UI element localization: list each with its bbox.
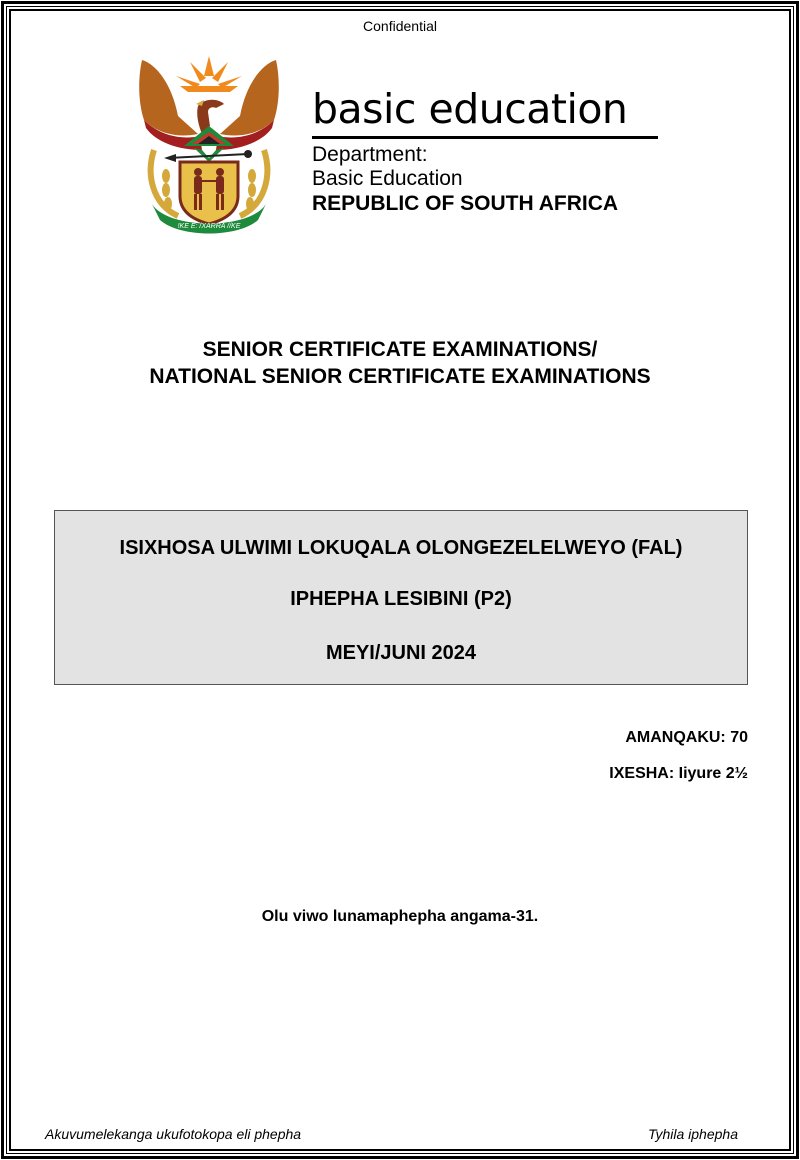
paper-number: IPHEPHA LESIBINI (P2) <box>290 588 512 610</box>
exam-heading-line-2: NATIONAL SENIOR CERTIFICATE EXAMINATIONS <box>149 365 651 388</box>
exam-duration: IXESHA: Iiyure 2½ <box>609 765 748 782</box>
department-label: Department: <box>312 143 428 166</box>
country-name: REPUBLIC OF SOUTH AFRICA <box>312 192 619 215</box>
subject-box <box>54 510 748 685</box>
brand-title: basic education <box>312 85 628 133</box>
exam-heading-line-1: SENIOR CERTIFICATE EXAMINATIONS/ <box>202 338 598 361</box>
total-marks: AMANQAKU: 70 <box>625 729 748 746</box>
department-branding <box>312 86 662 216</box>
exam-heading <box>0 336 800 390</box>
coat-of-arms-icon <box>138 54 280 234</box>
confidential-label: Confidential <box>363 18 437 34</box>
page-count-note: Olu viwo lunamaphepha angama-31. <box>261 908 539 925</box>
turn-page-note: Tyhila iphepha <box>647 1126 738 1142</box>
department-name: Basic Education <box>312 167 463 190</box>
subject-title: ISIXHOSA ULWIMI LOKUQALA OLONGEZELELWEYO (FAL) <box>119 537 683 559</box>
copy-restriction-note: Akuvumelekanga ukufotokopa eli phepha <box>45 1126 302 1142</box>
svg-text:!KE E: /XARRA //KE: !KE E: /XARRA //KE <box>177 223 241 230</box>
brand-divider <box>312 136 658 139</box>
exam-session: MEYI/JUNI 2024 <box>325 642 477 664</box>
